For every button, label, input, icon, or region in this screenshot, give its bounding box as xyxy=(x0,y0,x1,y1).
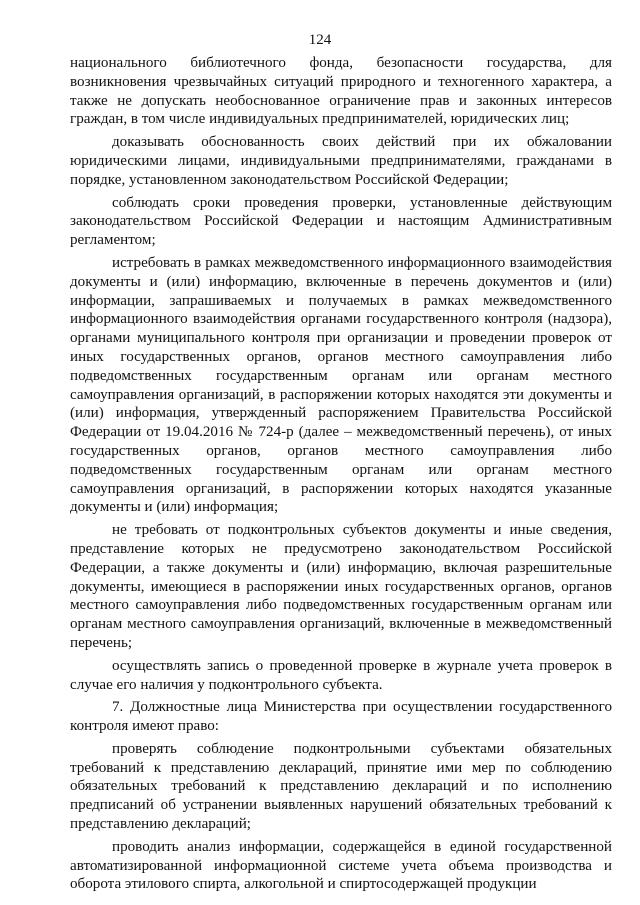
paragraph-request-documents: истребовать в рамках межведомственного информационного взаимодействия документы и (или) информацию, включенные в перечень документов и (или) информации, запрашиваемых и получаемых в рамках межведомственного информационного взаимодействия органами государственного контроля (надзора), органами муниципального контроля при организации и проведении проверок от иных государственных органов, органов местного самоуправления либо подведомственных государственным органам или органам местного самоуправления организаций, в распоряжении которых находятся эти документы и (или) информация, утвержденный распоряжением Правительства Российской Федерации от 19.04.2016 № 724-р (далее – межведомственный перечень), от иных государственных органов, органов местного самоуправления либо подведомственных государственным органам или органам местного самоуправления организаций, в распоряжении которых находятся указанные документы и (или) информация; xyxy=(70,254,612,516)
paragraph-inspection-deadlines: соблюдать сроки проведения проверки, установленные действующим законодательством Российской Федерации и настоящим Административным регламентом; xyxy=(70,194,612,249)
paragraph-continuation: национального библиотечного фонда, безопасности государства, для возникновения чрезвычайных ситуаций природного и техногенного характера, а также не допускать необоснованное ограничение прав и законных интересов граждан, в том числе индивидуальных предпринимателей, юридических лиц; xyxy=(70,55,612,128)
paragraph-justify-actions: доказывать обоснованность своих действий при их обжаловании юридическими лицами, индивидуальными предпринимателями, гражданами в порядке, установленном законодательством Российской Федерации; xyxy=(70,134,612,188)
paragraph-officials-rights: 7. Должностные лица Министерства при осуществлении государственного контроля имеют право: xyxy=(70,699,612,735)
page-number: 124 xyxy=(308,32,332,48)
document-body xyxy=(70,54,612,894)
paragraph-check-compliance: проверять соблюдение подконтрольными субъектами обязательных требований к представлению деклараций, принятие ими мер по соблюдению обязательных требований к представлению деклараций и по исполнению предписаний об устранении выявленных нарушений обязательных требований к представлению деклараций; xyxy=(70,740,612,833)
paragraph-not-require-documents: не требовать от подконтрольных субъектов документы и иные сведения, представление которых не предусмотрено законодательством Российской Федерации, а также документы и (или) информацию, включая разрешительные документы, имеющиеся в распоряжении иных государственных органов, органов местного самоуправления либо подведомственных государственным органам или органам местного самоуправления организаций, включенные в межведомственный перечень; xyxy=(70,522,612,651)
paragraph-record-inspection: осуществлять запись о проведенной проверке в журнале учета проверок в случае его наличия у подконтрольного субъекта. xyxy=(70,657,612,693)
paragraph-analyze-information: проводить анализ информации, содержащейся в единой государственной автоматизированной информационной системе учета объема производства и оборота этилового спирта, алкогольной и спиртосодержащей продукции xyxy=(70,838,612,893)
